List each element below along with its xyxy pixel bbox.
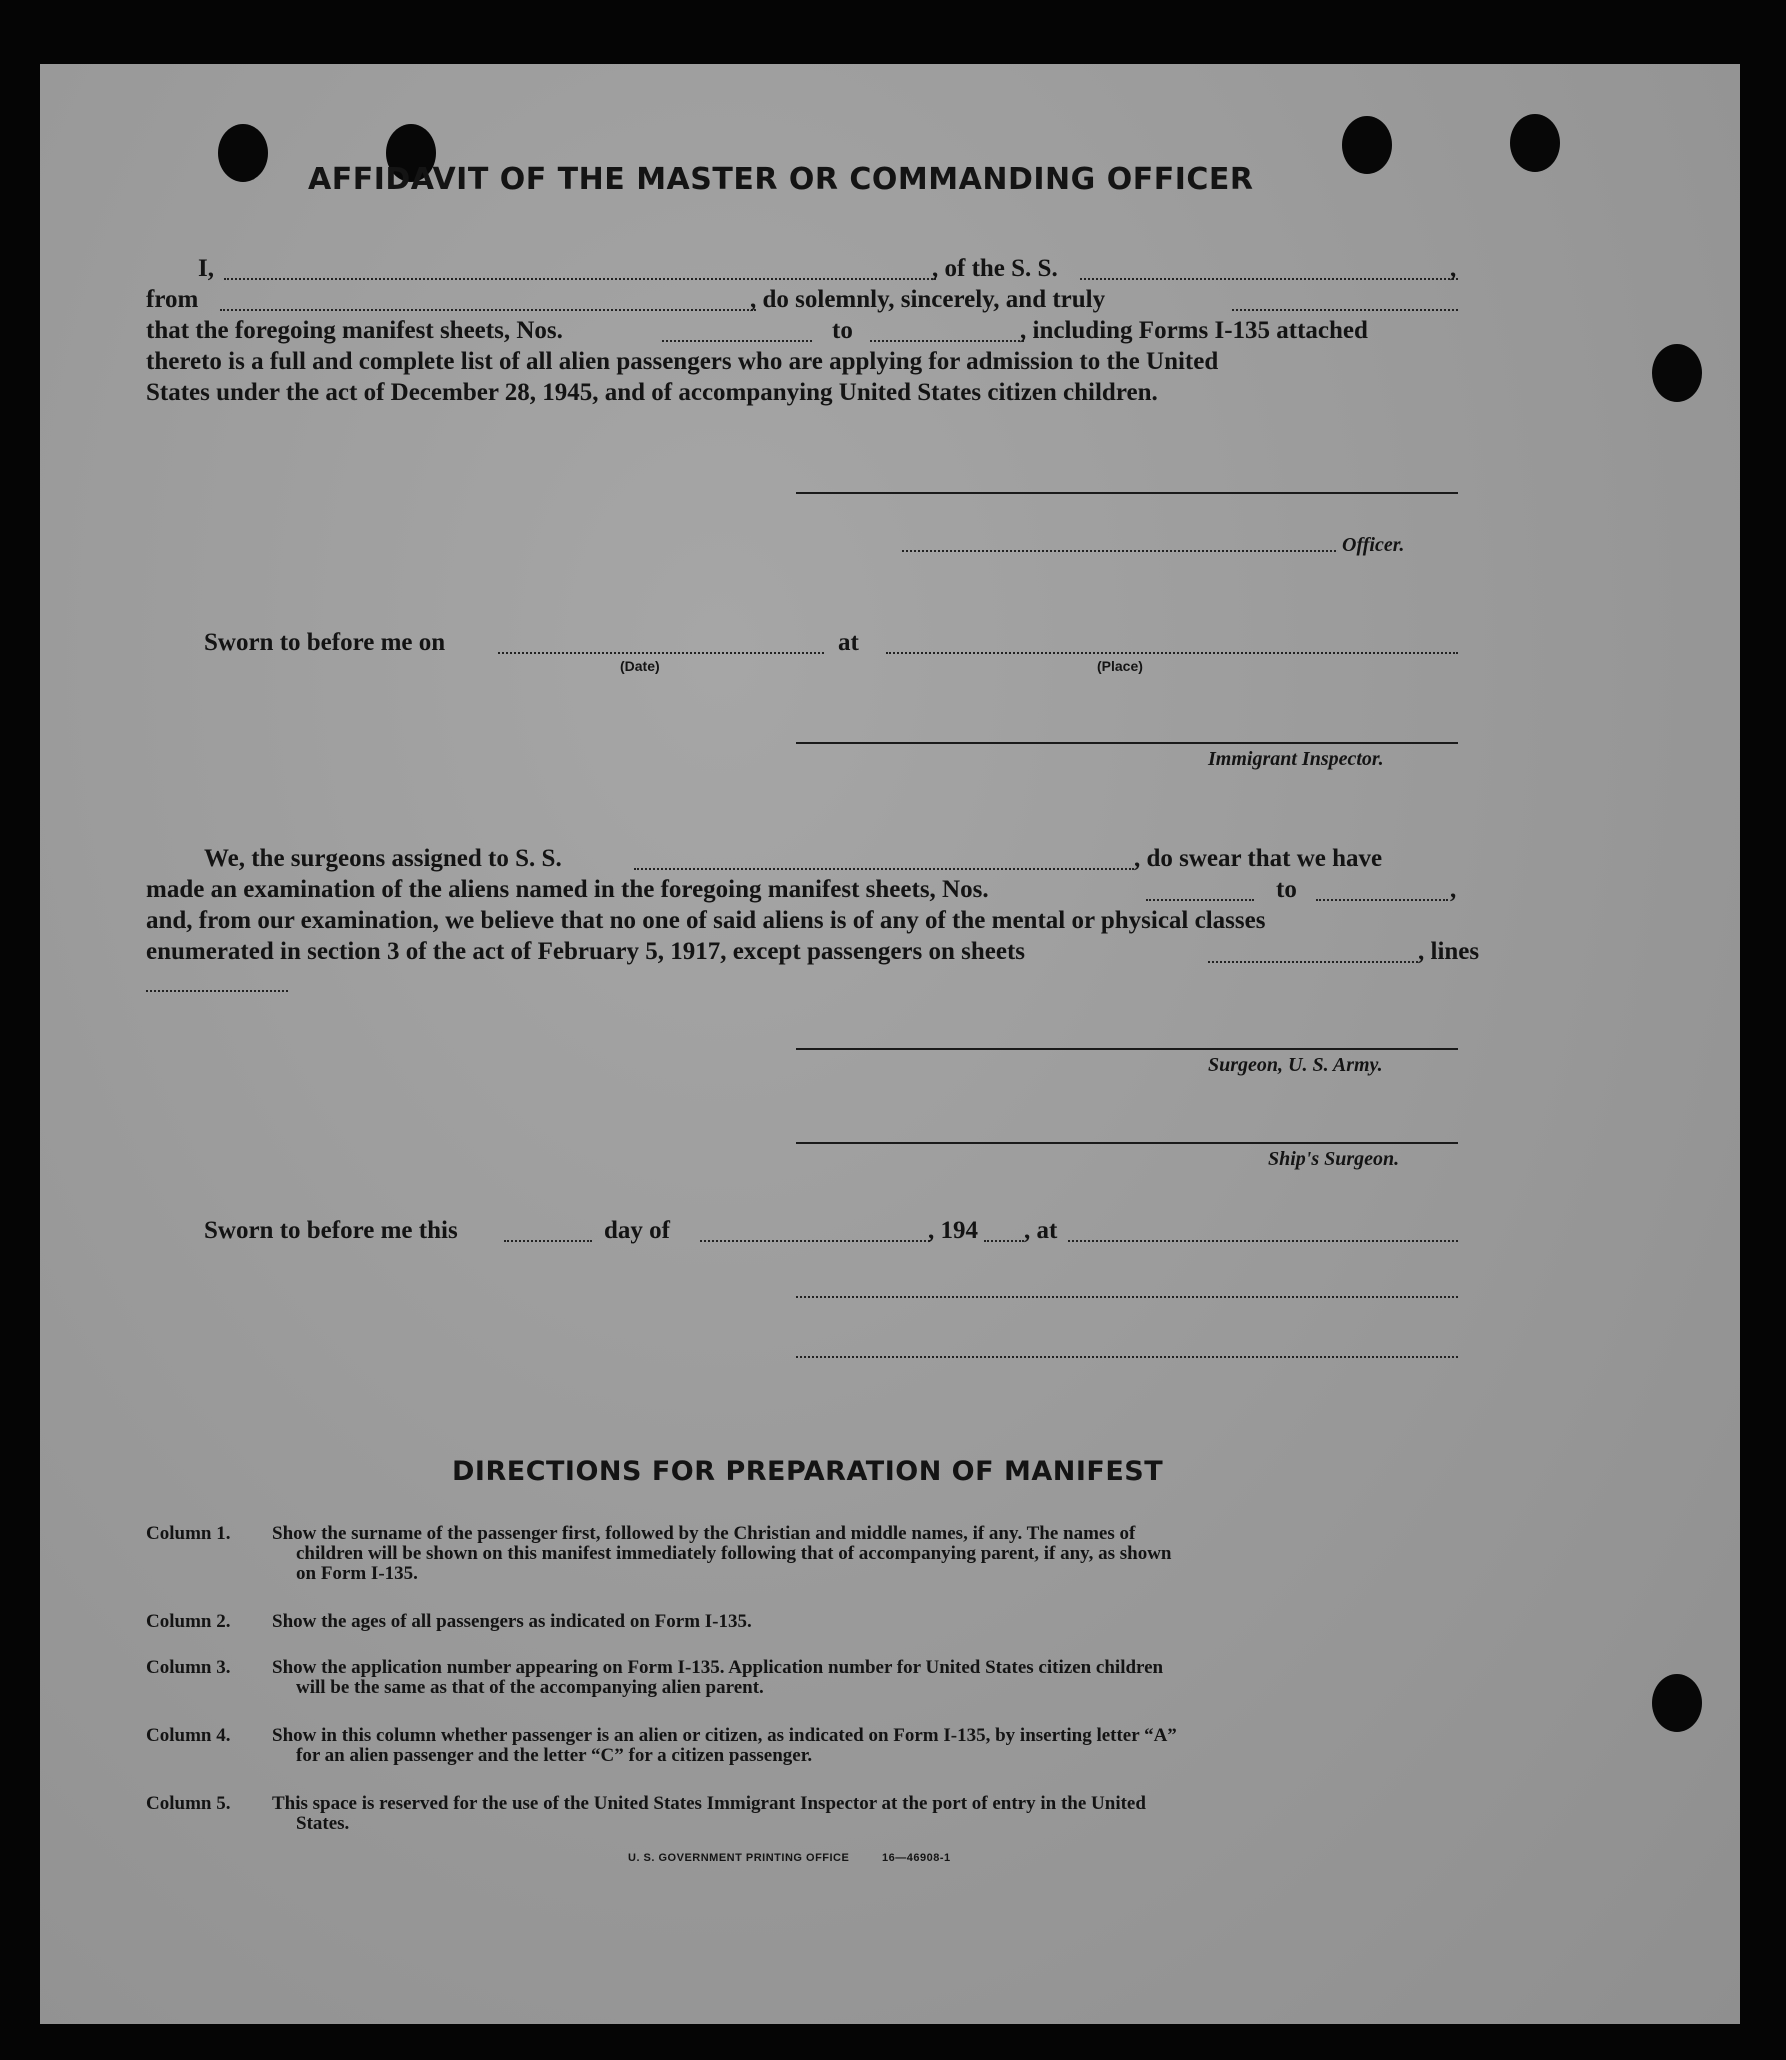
inspector-signature-line[interactable] — [796, 742, 1458, 744]
punch-hole-6 — [1652, 1674, 1702, 1732]
column-5-label: Column 5. — [146, 1793, 231, 1814]
direction-column-5 — [146, 1794, 1460, 1834]
direction-column-4 — [146, 1726, 1460, 1766]
word-to-2: to — [1276, 876, 1297, 903]
sworn2-signature-line-1[interactable] — [796, 1296, 1458, 1298]
column-1-text-cont-2: on Form I-135. — [296, 1563, 418, 1584]
surgeons-line-1-b: , do swear that we have — [1134, 845, 1383, 872]
officer-label: Officer. — [1342, 534, 1405, 556]
surgeons-line-1-a: We, the surgeons assigned to S. S. — [204, 845, 562, 872]
column-5-text-cont-1: States. — [296, 1813, 350, 1834]
army-surgeon-signature-line[interactable] — [796, 1048, 1458, 1050]
surgeons-line-3: and, from our examination, we believe that no one of said aliens is of any of the mental or physical classes — [146, 907, 1266, 934]
word-at: at — [838, 629, 859, 656]
ship-surgeon-label: Ship's Surgeon. — [1268, 1148, 1400, 1170]
except-lines-field[interactable] — [146, 990, 288, 992]
column-3-text: Show the application number appearing on Form I-135. Application number for United States citizen children — [272, 1657, 1164, 1678]
inspector-label: Immigrant Inspector. — [1208, 748, 1384, 770]
sheets-from-field[interactable] — [662, 340, 812, 342]
direction-column-1 — [146, 1524, 1460, 1584]
army-surgeon-label: Surgeon, U. S. Army. — [1208, 1054, 1383, 1076]
ship-name-field[interactable] — [1080, 278, 1458, 280]
sworn-place-field[interactable] — [886, 652, 1458, 654]
column-1-text: Show the surname of the passenger first, followed by the Christian and middle names, if any. The names of — [272, 1523, 1136, 1544]
surgeons-line-4-a: enumerated in section 3 of the act of February 5, 1917, except passengers on sheets — [146, 938, 1026, 965]
word-day-of: day of — [604, 1217, 670, 1244]
comma: , — [1450, 255, 1457, 282]
word-lines: , lines — [1418, 938, 1480, 965]
direction-column-2 — [146, 1612, 1460, 1632]
word-to: to — [832, 317, 853, 344]
directions-heading: DIRECTIONS FOR PREPARATION OF MANIFEST — [452, 1456, 1164, 1487]
printer-imprint: U. S. GOVERNMENT PRINTING OFFICE — [628, 1852, 850, 1864]
punch-hole-1 — [218, 124, 268, 182]
punch-hole-5 — [1652, 344, 1702, 402]
comma-2: , — [1450, 876, 1457, 903]
affidavit-do-solemnly: , do solemnly, sincerely, and truly — [750, 286, 1106, 313]
surgeons-sheets-to-field[interactable] — [1316, 899, 1448, 901]
affidavit-line-5: States under the act of December 28, 1945, and of accompanying United States citizen children. — [146, 379, 1158, 406]
affidavit-word-i: I, — [198, 255, 214, 282]
master-name-field[interactable] — [224, 278, 936, 280]
surgeons-line-2-a: made an examination of the aliens named in the foregoing manifest sheets, Nos. — [146, 876, 989, 903]
sworn-before-me-on: Sworn to before me on — [204, 629, 446, 656]
affidavit-including-forms: , including Forms I-135 attached — [1020, 317, 1368, 344]
column-1-label: Column 1. — [146, 1523, 231, 1544]
sworn2-place-field[interactable] — [1068, 1240, 1458, 1242]
column-2-text: Show the ages of all passengers as indicated on Form I-135. — [272, 1611, 752, 1632]
column-4-text-cont-1: for an alien passenger and the letter “C” for a citizen passenger. — [296, 1745, 813, 1766]
punch-hole-4 — [1510, 114, 1560, 172]
column-3-label: Column 3. — [146, 1657, 231, 1678]
column-1-text-cont-1: children will be shown on this manifest immediately following that of accompanying parent, if any, as shown — [296, 1543, 1172, 1564]
ship-surgeon-signature-line[interactable] — [796, 1142, 1458, 1144]
sworn-day-field[interactable] — [504, 1240, 592, 1242]
affidavit-manifest-sheets: that the foregoing manifest sheets, Nos. — [146, 317, 563, 344]
from-port-field[interactable] — [220, 309, 756, 311]
place-caption: (Place) — [1097, 658, 1143, 674]
sworn-date-field[interactable] — [498, 652, 824, 654]
sworn-before-me-this: Sworn to before me this — [204, 1217, 458, 1244]
form-number: 16—46908-1 — [882, 1852, 951, 1864]
except-sheets-field[interactable] — [1208, 961, 1418, 963]
affidavit-of-the-ss: , of the S. S. — [932, 255, 1058, 282]
date-caption: (Date) — [620, 658, 660, 674]
officer-title-field[interactable] — [902, 550, 1336, 552]
column-3-text-cont-1: will be the same as that of the accompanying alien parent. — [296, 1677, 764, 1698]
affidavit-from: from — [146, 286, 199, 313]
column-2-label: Column 2. — [146, 1611, 231, 1632]
year-prefix: , 194 — [928, 1217, 978, 1244]
column-4-text: Show in this column whether passenger is an alien or citizen, as indicated on Form I-135, by inserting letter “A” — [272, 1725, 1177, 1746]
column-5-text: This space is reserved for the use of the United States Immigrant Inspector at the port of entry in the United — [272, 1793, 1146, 1814]
column-4-label: Column 4. — [146, 1725, 231, 1746]
surgeons-sheets-from-field[interactable] — [1146, 899, 1254, 901]
direction-column-3 — [146, 1658, 1460, 1698]
swear-affirm-field[interactable] — [1232, 309, 1458, 311]
form-sheet — [40, 64, 1740, 2024]
affidavit-line-4: thereto is a full and complete list of all alien passengers who are applying for admission to the United — [146, 348, 1219, 375]
surgeons-ship-field[interactable] — [634, 868, 1134, 870]
sworn-month-field[interactable] — [700, 1240, 930, 1242]
officer-signature-line[interactable] — [796, 492, 1458, 494]
word-at-2: , at — [1024, 1217, 1058, 1244]
sworn2-signature-line-2[interactable] — [796, 1356, 1458, 1358]
sworn-year-field[interactable] — [984, 1240, 1024, 1242]
affidavit-heading: AFFIDAVIT OF THE MASTER OR COMMANDING OFFICER — [308, 162, 1254, 197]
sheets-to-field[interactable] — [870, 340, 1024, 342]
punch-hole-3 — [1342, 116, 1392, 174]
